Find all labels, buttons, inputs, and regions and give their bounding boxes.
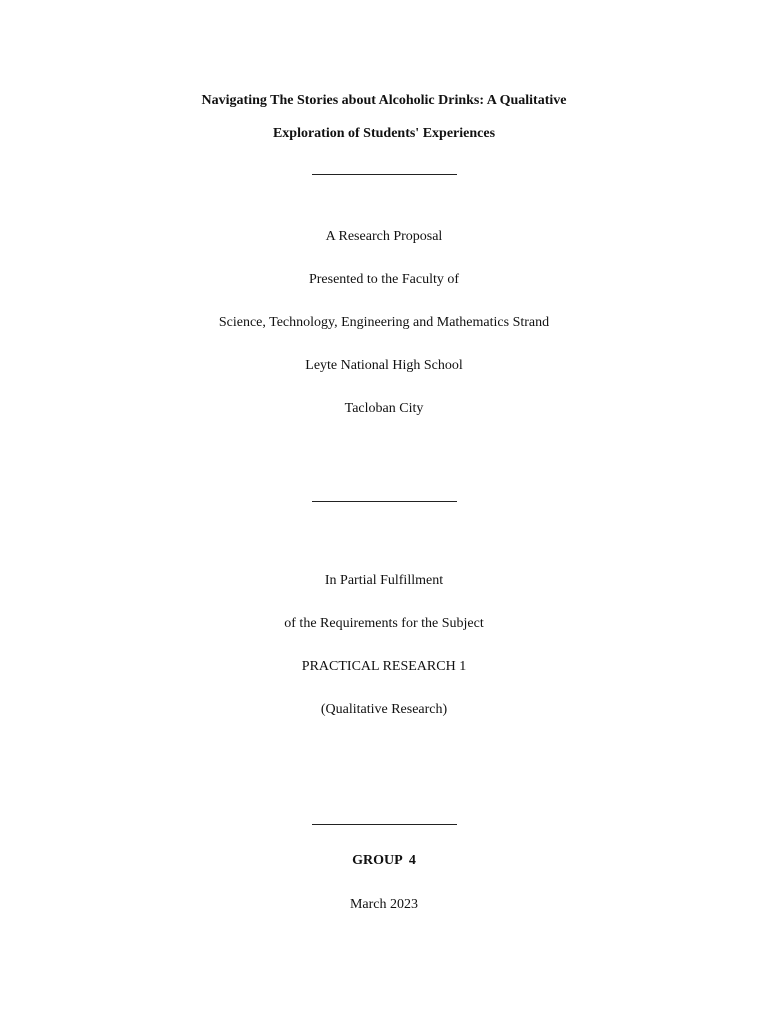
title-line-1: Navigating The Stories about Alcoholic Drinks: A Qualitative [201, 93, 567, 108]
presented-to: Presented to the Faculty of [308, 272, 460, 287]
city-name: Tacloban City [344, 401, 424, 416]
separator-rule-2 [312, 501, 457, 502]
group-name: GROUP 4 [352, 853, 416, 868]
title-line-2: Exploration of Students' Experiences [272, 126, 496, 141]
proposal-type: A Research Proposal [325, 229, 443, 244]
separator-rule-1 [312, 174, 457, 175]
fulfillment-line-2: of the Requirements for the Subject [284, 616, 484, 631]
separator-rule-3 [312, 824, 457, 825]
fulfillment-line-1: In Partial Fulfillment [324, 573, 444, 588]
date: March 2023 [349, 897, 419, 912]
subject-note: (Qualitative Research) [320, 702, 448, 717]
subject-name: PRACTICAL RESEARCH 1 [301, 659, 467, 674]
strand-name: Science, Technology, Engineering and Mathematics Strand [218, 315, 550, 330]
school-name: Leyte National High School [305, 358, 463, 373]
